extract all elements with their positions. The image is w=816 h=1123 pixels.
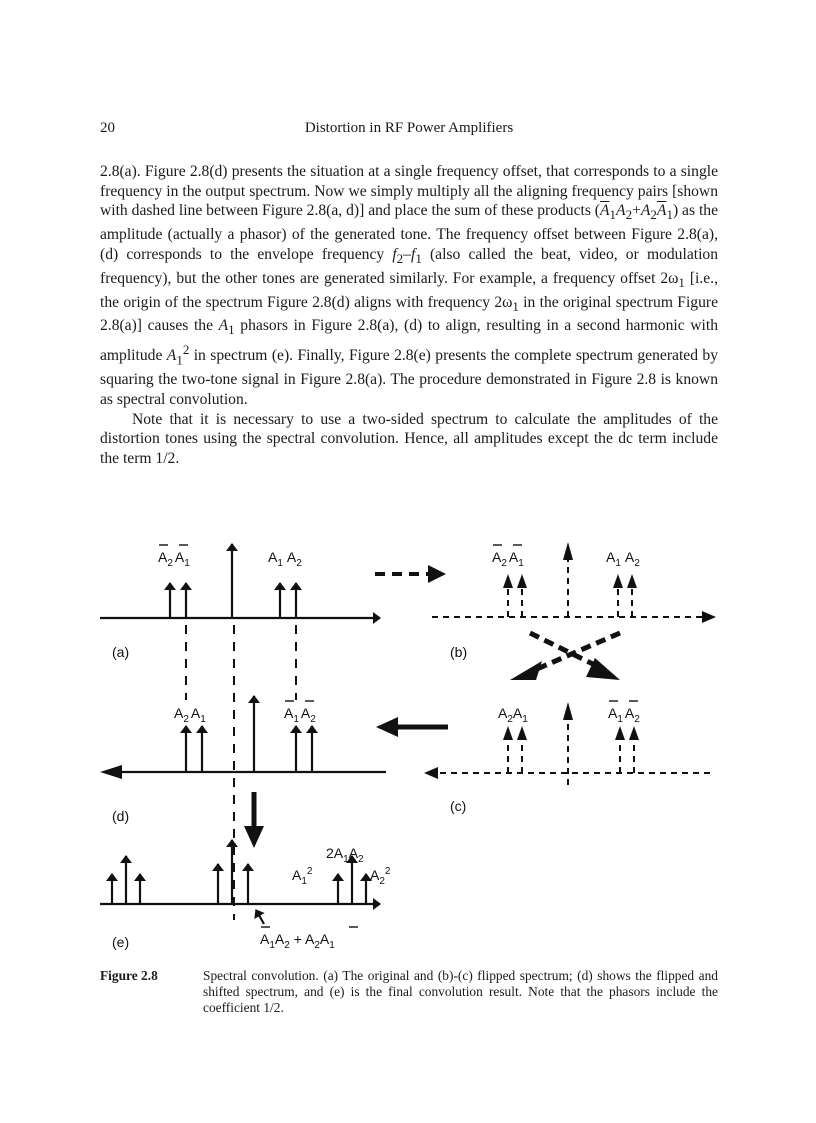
e-label-2A1A2: $2A_1A_2$ bbox=[326, 845, 364, 865]
c-label-left: $A_2A_1$ bbox=[498, 705, 528, 725]
figure-caption bbox=[100, 968, 718, 1016]
panel-b bbox=[432, 560, 702, 617]
panel-c bbox=[440, 720, 710, 785]
e-label-A1-squared: $A_1^2$ bbox=[292, 866, 313, 887]
panel-label-b: (b) bbox=[450, 644, 468, 660]
d-label-left: $A_2$ $A_1$ bbox=[174, 705, 206, 725]
running-title: Distortion in RF Power Amplifiers bbox=[304, 120, 514, 136]
c-label-right: $A_1$ $A_2$ bbox=[608, 705, 640, 725]
panel-label-a: (a) bbox=[112, 644, 130, 660]
b-label-right: $A_1$ $A_2$ bbox=[606, 549, 640, 569]
page-number: 20 bbox=[100, 120, 115, 136]
e-label-center-sum: $A_1A_2 + A_2A_1$ bbox=[260, 931, 335, 951]
b-label-left: $A_2$ $A_1$ bbox=[492, 549, 524, 569]
figure-2-8 bbox=[90, 530, 726, 960]
caption-label: Figure 2.8 bbox=[100, 968, 158, 983]
caption-text: Spectral convolution. (a) The original and (b)-(c) flipped spectrum; (d) shows the flipped and shifted spectrum, and (e) is the final convolution result. Note that the phasors include the coefficient 1/2. bbox=[203, 968, 718, 1015]
panel-a bbox=[100, 544, 380, 618]
body-text bbox=[100, 162, 718, 469]
paragraph-1: 2.8(a). Figure 2.8(d) presents the situation at a single frequency offset, that corresponds to a single frequency in the output spectrum. Now we simply multiply all the aligning frequency pairs [shown with dashed line between Figure 2.8(a, d)] and place the sum of these products $(\overline{A}_1A_2+A_2\overline{A}_1)$ as the amplitude (actually a phasor) of the generated tone. The frequency offset between Figure 2.8(a), (d) corresponds to the envelope frequency $f_2-f_1$ (also called the beat, video, or modulation frequency), but the other tones are generated similarly. For example, a frequency offset $2\omega_1$ [i.e., the origin of the spectrum Figure 2.8(d) aligns with frequency $2\omega_1$ in the original spectrum Figure 2.8(a)] causes the $A_1$ phasors in Figure 2.8(a), (d) to align, resulting in a second harmonic with amplitude $A_1^2$ in spectrum (e). Finally, Figure 2.8(e) presents the complete spectrum generated by squaring the two-tone signal in Figure 2.8(a). The procedure demonstrated in Figure 2.8 is known as spectral convolution. bbox=[100, 163, 719, 408]
a-label-left: $A_2$ $A_1$ bbox=[158, 549, 190, 569]
e-label-A2-squared: $A_2^2$ bbox=[370, 866, 391, 887]
paragraph-2: Note that it is necessary to use a two-sided spectrum to calculate the amplitudes of the distortion tones using the spectral convolution. Hence, all amplitudes except the dc term include the term 1/2. bbox=[100, 410, 718, 467]
d-label-right: $A_1$ $A_2$ bbox=[284, 705, 316, 725]
panel-label-e: (e) bbox=[112, 934, 130, 950]
flip-arrows bbox=[530, 633, 620, 672]
a-label-right: $A_1$ $A_2$ bbox=[268, 549, 302, 569]
panel-label-c: (c) bbox=[450, 798, 467, 814]
panel-d bbox=[108, 696, 386, 772]
panel-label-d: (d) bbox=[112, 808, 130, 824]
